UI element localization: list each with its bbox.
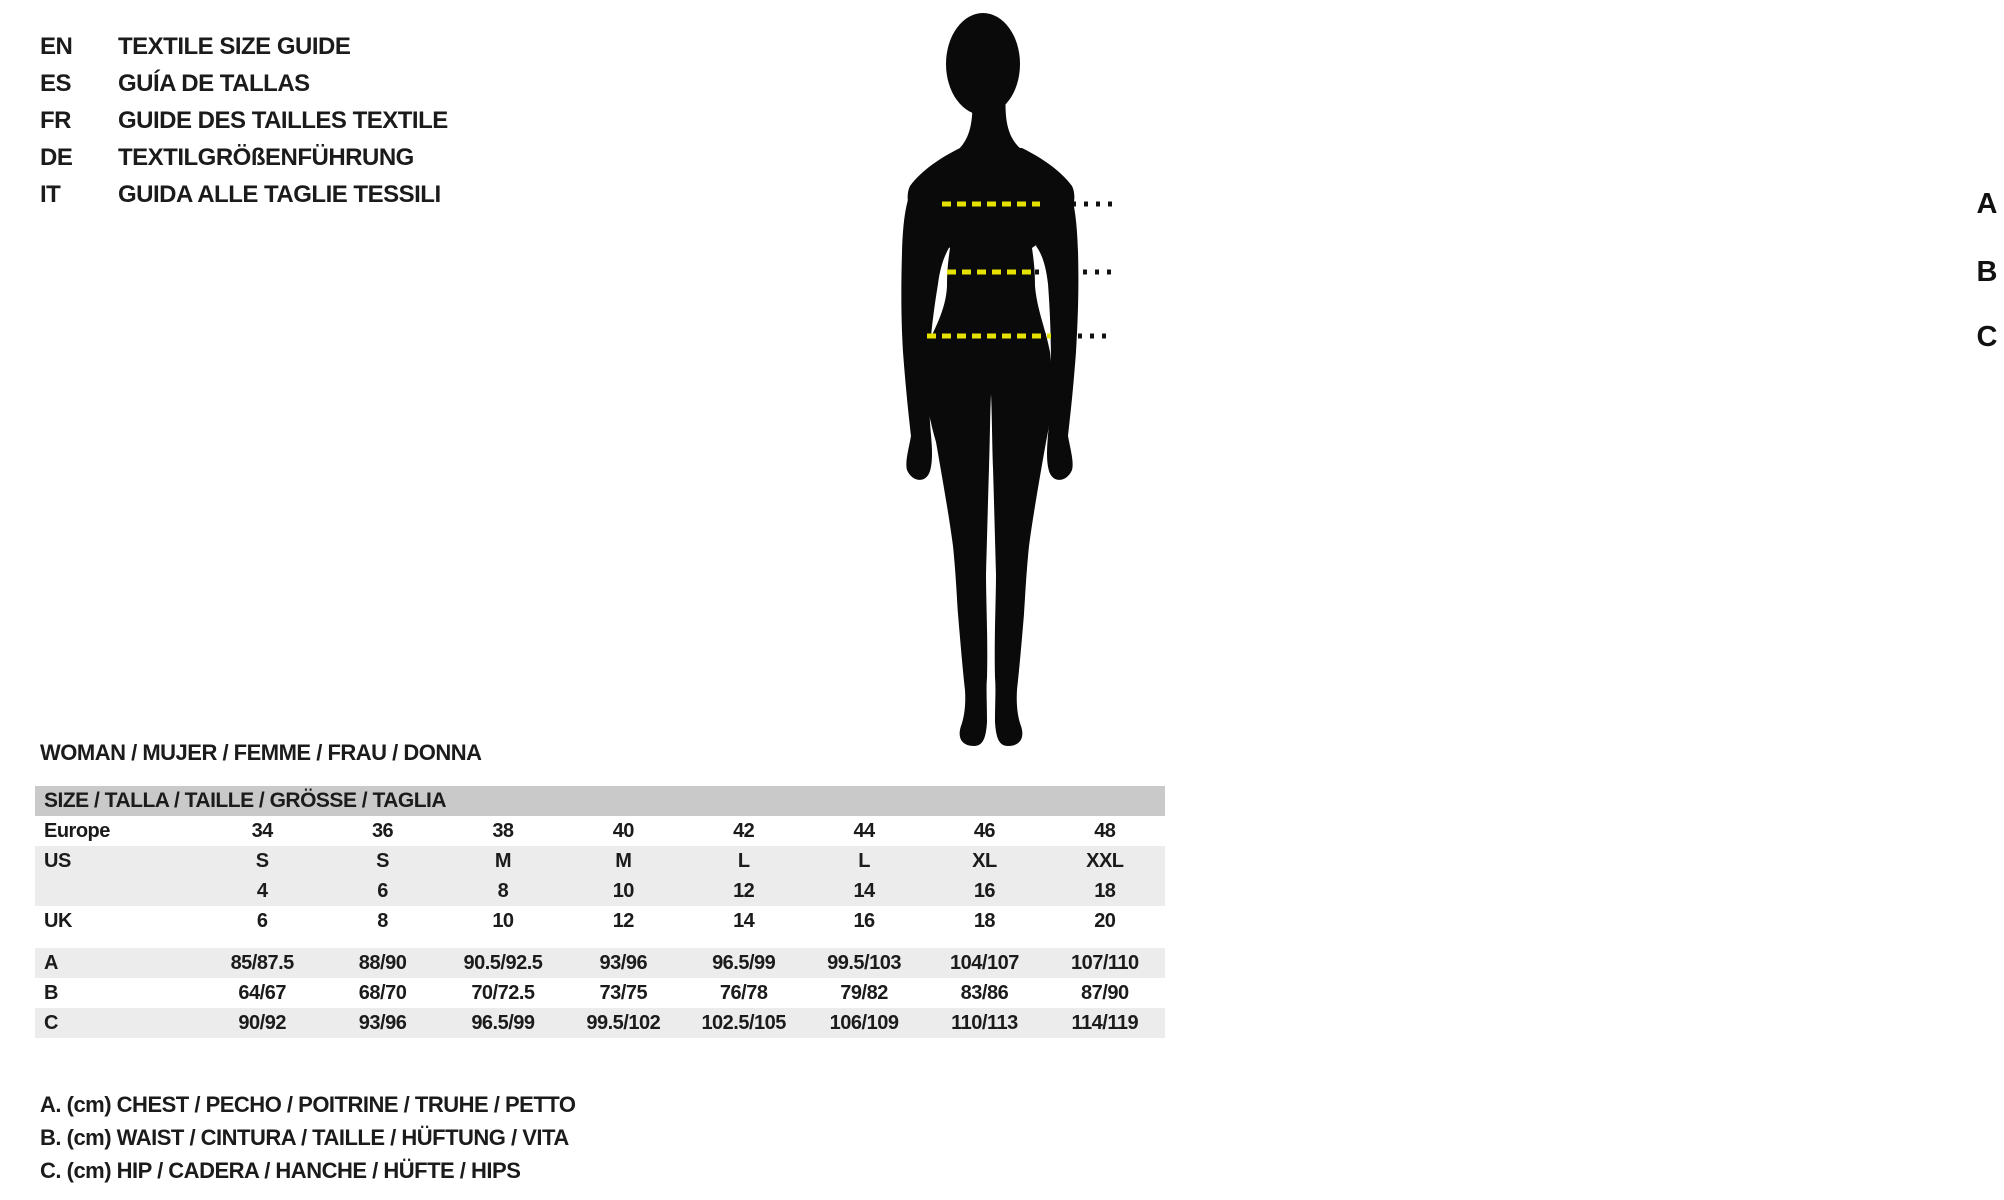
size-cell: 64/67 (238, 982, 286, 1004)
size-cell: S (255, 850, 269, 872)
size-cell: 96.5/99 (712, 952, 776, 974)
language-code: DE (40, 143, 73, 171)
table-row-waist-b (35, 978, 1165, 1008)
row-label: A (44, 952, 58, 974)
size-cell: 12 (733, 880, 755, 902)
language-row-en (40, 28, 448, 65)
size-cell: 99.5/102 (586, 1012, 661, 1034)
language-label: GUÍA DE TALLAS (118, 69, 310, 97)
size-cell: 93/96 (599, 952, 648, 974)
language-label: GUIDA ALLE TAGLIE TESSILI (118, 180, 441, 208)
language-label: GUIDE DES TAILLES TEXTILE (118, 106, 448, 134)
language-row-de (40, 139, 448, 176)
table-row-europe (35, 816, 1165, 846)
language-row-fr (40, 102, 448, 139)
marker-label-b: B (1976, 256, 1998, 288)
size-cell: L (858, 850, 870, 872)
size-cell: 46 (973, 820, 996, 842)
size-cell: 85/87.5 (230, 952, 294, 974)
size-cell: 18 (1094, 880, 1116, 902)
language-label: TEXTILE SIZE GUIDE (118, 32, 351, 60)
size-cell: 12 (612, 910, 634, 932)
size-cell: 20 (1094, 910, 1116, 932)
size-cell: 90/92 (238, 1012, 286, 1034)
size-cell: 102.5/105 (701, 1012, 786, 1034)
size-cell: 114/119 (1071, 1012, 1139, 1034)
size-cell: 87/90 (1081, 982, 1129, 1004)
woman-silhouette-icon (850, 0, 1200, 760)
size-cell: 4 (256, 880, 268, 902)
size-cell: 93/96 (358, 1012, 407, 1034)
table-row-us-letters (35, 846, 1165, 876)
size-cell: 16 (853, 910, 875, 932)
size-cell: 34 (251, 820, 273, 842)
size-cell: XL (972, 850, 997, 872)
legend-line-waist: B. (cm) WAIST / CINTURA / TAILLE / HÜFTUNG / VITA (40, 1125, 569, 1150)
size-cell: 73/75 (599, 982, 648, 1004)
size-cell: 8 (497, 880, 509, 902)
size-cell: 18 (973, 910, 996, 932)
table-row-hip-c (35, 1008, 1165, 1038)
table-row-uk (35, 906, 1165, 936)
size-cell: 90.5/92.5 (463, 952, 543, 974)
size-cell: 6 (377, 880, 388, 902)
row-label: Europe (44, 820, 110, 842)
size-cell: 48 (1094, 820, 1116, 842)
language-row-es (40, 65, 448, 102)
size-cell: S (376, 850, 389, 872)
size-cell: 96.5/99 (471, 1012, 535, 1034)
row-label: UK (44, 910, 72, 932)
size-cell: 79/82 (840, 982, 888, 1004)
row-label: C (44, 1012, 58, 1034)
size-cell: 6 (256, 910, 268, 932)
marker-label-c: C (1976, 321, 1998, 353)
size-cell: 76/78 (719, 982, 768, 1004)
legend-line-chest: A. (cm) CHEST / PECHO / POITRINE / TRUHE / PETTO (40, 1092, 576, 1117)
language-code: FR (40, 106, 71, 134)
size-cell: 83/86 (960, 982, 1009, 1004)
size-cell: 104/107 (950, 952, 1019, 974)
size-cell: 14 (853, 880, 875, 902)
size-cell: 16 (973, 880, 996, 902)
size-cell: M (615, 850, 632, 872)
size-cell: 10 (612, 880, 634, 902)
measurement-legend (40, 1088, 575, 1187)
size-cell: 14 (733, 910, 755, 932)
size-cell: 44 (853, 820, 875, 842)
size-cell: 99.5/103 (827, 952, 901, 974)
table-row-chest-a (35, 948, 1165, 978)
silhouette-body (901, 13, 1078, 746)
size-cell: 36 (371, 820, 394, 842)
section-title: WOMAN / MUJER / FEMME / FRAU / DONNA (40, 740, 482, 765)
marker-label-a: A (1976, 188, 1998, 220)
language-row-it (40, 176, 448, 213)
language-code: EN (40, 32, 73, 60)
size-table (35, 786, 1165, 1038)
size-cell: 107/110 (1070, 952, 1139, 974)
language-code: ES (40, 69, 72, 97)
size-cell: 42 (733, 820, 755, 842)
size-cell: 40 (612, 820, 634, 842)
legend-line-hip: C. (cm) HIP / CADERA / HANCHE / HÜFTE / HIPS (40, 1158, 521, 1183)
size-cell: 106/109 (829, 1012, 899, 1034)
size-cell: L (737, 850, 750, 872)
row-label: B (44, 982, 58, 1004)
language-label: TEXTILGRÖßENFÜHRUNG (118, 143, 414, 171)
size-cell: 88/90 (358, 952, 407, 974)
size-cell: XXL (1086, 850, 1124, 872)
table-row-us-numbers (35, 876, 1165, 906)
measurement-figure (850, 0, 1998, 760)
size-cell: 70/72.5 (471, 982, 535, 1004)
language-title-list (40, 28, 448, 213)
size-cell: 110/113 (951, 1012, 1018, 1034)
row-label: US (44, 850, 71, 872)
size-cell: 8 (377, 910, 388, 932)
size-table-header: SIZE / TALLA / TAILLE / GRÖSSE / TAGLIA (35, 786, 1165, 816)
size-cell: M (494, 850, 512, 872)
row-label (35, 876, 202, 906)
size-cell: 10 (492, 910, 514, 932)
language-code: IT (40, 180, 61, 208)
size-cell: 38 (492, 820, 514, 842)
size-cell: 68/70 (358, 982, 407, 1004)
